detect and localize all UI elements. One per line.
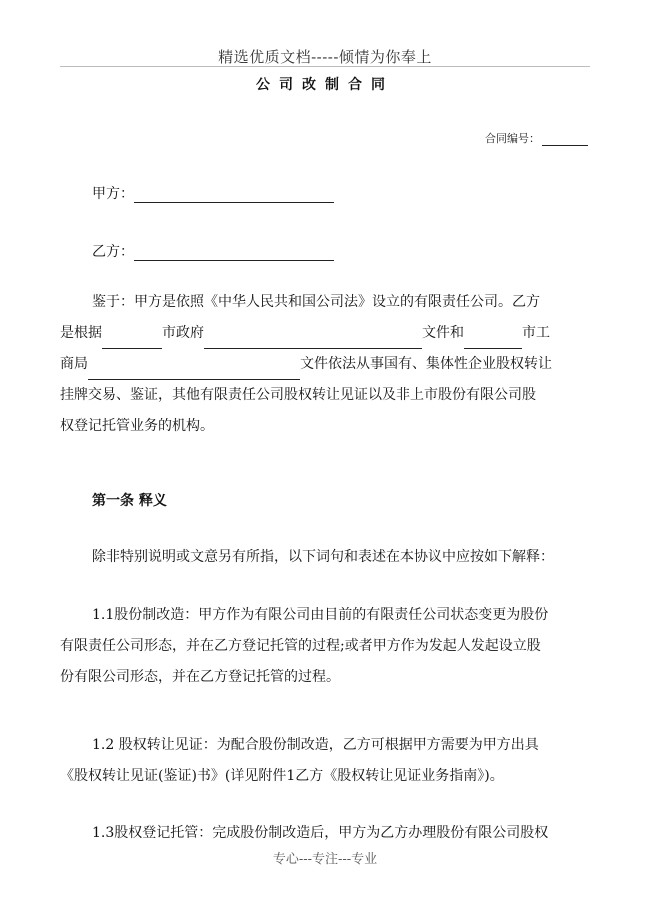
article-1-title: 第一条 释义 xyxy=(92,493,167,509)
clause-1-1 xyxy=(60,600,592,693)
contract-number-label: 合同编号： xyxy=(485,132,540,145)
party-a-blank xyxy=(134,186,334,203)
article-1-intro-text: 除非特别说明或文意另有所指，以下词句和表述在本协议中应按如下解释： xyxy=(92,549,554,565)
clause-line: 有限责任公司形态，并在乙方登记托管的过程;或者甲方作为发起人发起设立股 xyxy=(60,638,541,654)
clause-line: 1.3股权登记托管：完成股份制改造后，甲方为乙方办理股份有限公司股权 xyxy=(92,825,549,841)
contract-number xyxy=(485,130,588,146)
fill-blank xyxy=(464,330,522,349)
contract-number-blank xyxy=(542,133,588,146)
party-b-blank xyxy=(134,244,334,261)
fill-blank xyxy=(204,330,422,349)
article-1-intro xyxy=(60,542,592,573)
party-a-label: 甲方： xyxy=(92,186,134,202)
header-divider xyxy=(60,66,590,67)
whereas-line: 权登记托管业务的机构。 xyxy=(60,418,214,434)
page-footer: 专心---专注---专业 xyxy=(272,852,378,867)
whereas-text: 文件依法从事国有、集体性企业股权转让 xyxy=(300,356,552,372)
page-header-banner: 精选优质文档-----倾情为你奉上 xyxy=(218,48,432,66)
whereas-text: 商局 xyxy=(60,356,88,372)
whereas-text: 是根据 xyxy=(60,325,102,341)
party-b xyxy=(92,241,334,261)
party-a xyxy=(92,183,334,203)
fill-blank xyxy=(102,330,162,349)
whereas-text: 文件和 xyxy=(422,325,464,341)
clause-1-2 xyxy=(60,730,592,792)
whereas-line: 挂牌交易、鉴证，其他有限责任公司股权转让见证以及非上市股份有限公司股 xyxy=(60,387,536,403)
fill-blank xyxy=(88,361,300,380)
whereas-line: 鉴于：甲方是依照《中华人民共和国公司法》设立的有限责任公司。乙方 xyxy=(92,294,540,310)
whereas-text: 市工 xyxy=(522,325,550,341)
whereas-text: 市政府 xyxy=(162,325,204,341)
clause-1-3 xyxy=(60,818,592,849)
clause-line: 份有限公司形态，并在乙方登记托管的过程。 xyxy=(60,669,340,685)
party-b-label: 乙方： xyxy=(92,244,134,260)
clause-line: 《股权转让见证(鉴证)书》(详见附件1乙方《股权转让见证业务指南》)。 xyxy=(60,768,504,784)
clause-line: 1.1股份制改造：甲方作为有限公司由目前的有限责任公司状态变更为股份 xyxy=(92,607,549,623)
document-title: 公司改制合同 xyxy=(256,77,394,93)
whereas-paragraph xyxy=(60,287,592,442)
clause-line: 1.2 股权转让见证：为配合股份制改造，乙方可根据甲方需要为甲方出具 xyxy=(92,737,539,753)
